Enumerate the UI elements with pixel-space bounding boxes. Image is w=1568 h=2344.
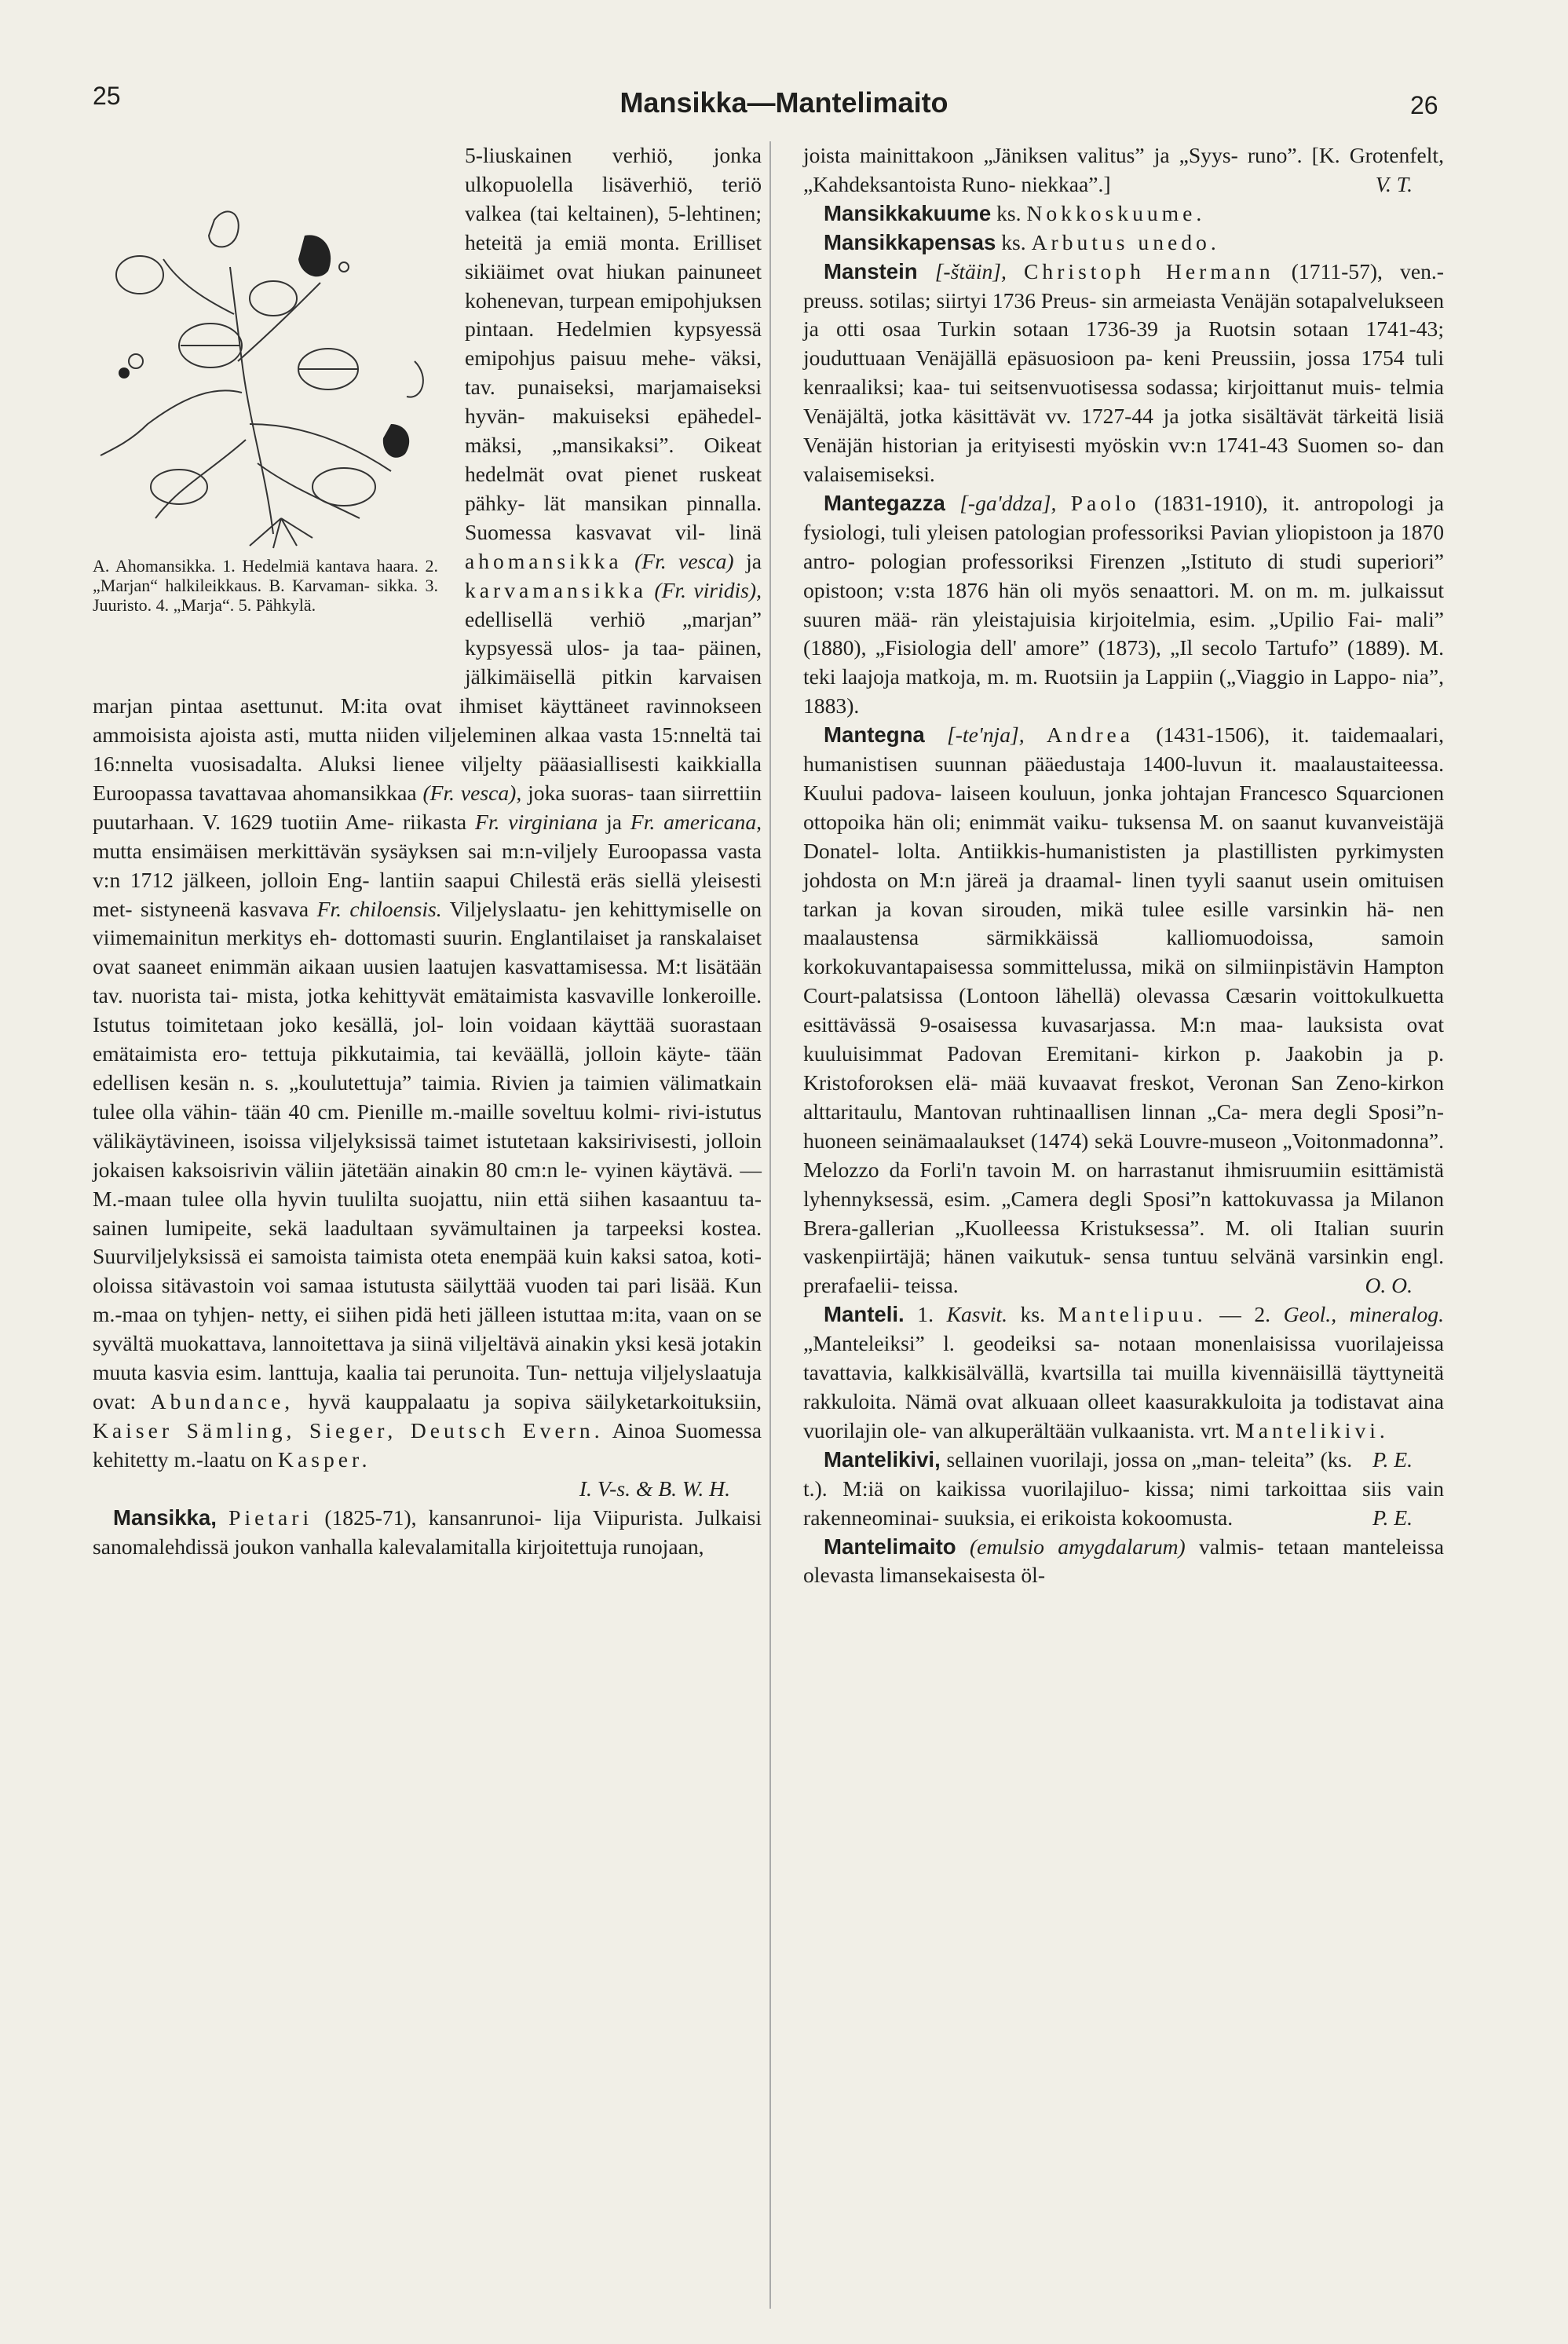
entry-continuation: joista mainittakoon „Jäniksen valitus” ja „Syys- runo”. [K. Grotenfelt, „Kahdeksantoista Runo- niekkaa”.] V. T. bbox=[803, 143, 1444, 196]
entry-mantegna: Mantegna [-te'nja], Andrea (1431-1506), it. taidemaalari, humanistisen suunnan pääedustaja 1400-luvun it. maalaustaiteessa. Kuului padova- laiseen kouluun, jonka johtajan Francesco Squarcionen ottopoika hän oli; enimmät vaiku- tuksensa M. on saanut kuvanveistäjä Donatel- lolta. Antiikkis-humanististen ja plastillisten pyrkimysten johdosta on M:n järeä ja draamal- linen tyyli saanut usein omituisen tarkan ja kovan sirouden, mikä tulee esille varsinkin hä- nen maalaustensa särmikkäissä kalliomuodoissa, samoin korkokuvantapaisessa sommittelussa, mikä on silmiinpistävin Hampton Court-palatsissa (Lontoon lähellä) olevassa Cæsarin voittokulkuetta esittävässä 9-osaisessa kuvasarjassa. M:n maa- lauksista ovat kuuluisimmat Padovan Eremitani- kirkon p. Jaakobin ja p. Kristoforoksen elä- mää kuvaavat freskot, Veronan San Zeno-kirkon alttaritaulu, Mantovan ruhtinaallisen linnan „Ca- mera degli Sposi”n-huoneen seinämaalaukset (1474) sekä Louvre-museon „Voitonmadonna”. Melozzo da Forli'n tavoin M. on harrastanut ihmisruumiin esittämistä lyhennyksessä, esim. „Camera degli Sposi”n kattokuvassa ja Milanon Brera-gallerian „Kuolleessa Kristuksessa”. M. oli Italian suurin vaskenpiirtäjä; hänen vaikutuk- sensa tuntuu selvänä varsinkin engl. prerafaelii- teissa. O. O. bbox=[803, 722, 1444, 1298]
entry-mansikka-pietari: Mansikka, Pietari (1825-71), kansanrunoi- lija Viipurista. Julkaisi sanomalehdissä joukon vanhalla kalevalamitalla kirjoitettuja runojaan, bbox=[93, 1505, 762, 1559]
strawberry-figure bbox=[93, 188, 451, 685]
entry-mantelimaito: Mantelimaito (emulsio amygdalarum) valmis- tetaan manteleissa olevasta limansekaisesta öl- bbox=[803, 1534, 1444, 1588]
entry-mantegazza: Mantegazza [-ga'ddza], Paolo (1831-1910), it. antropologi ja fysiologi, tuli yleisen patologian professoriksi Pavian yliopistoon ja 1870 antro- pologian professoriksi Firenzen „Istituto di studi superiori” opistoon; v:sta 1876 hän oli myös senaattori. M. on m. m. julkaissut suuren mää- rän yleistajuisia kirjoitelmia, esim. „Upilio Fai- mali” (1880), „Fisiologia dell' amore” (1873), „Il secolo Tartufo” (1889). M. teki laajoja matkoja, m. m. Ruotsiin ja Lappiin („Viaggio in Lappo- nia”, 1883). bbox=[803, 490, 1444, 719]
figure-caption: A. Ahomansikka. 1. Hedelmiä kantava haara. 2. „Marjan“ halkileikkaus. B. Karvaman- sikka. 3. Juuristo. 4. „Marja“. 5. Pähkylä. bbox=[93, 556, 438, 615]
entry-mansikkakuume: Mansikkakuume ks. Nokkoskuume. bbox=[824, 200, 1206, 225]
entry-manstein: Manstein [-štäin], Christoph Hermann (1711-57), ven.-preuss. sotilas; siirtyi 1736 Preus- sin armeiasta Venäjän sotapalvelukseen ja otti osaa Turkin sotaan 1736-39 ja Ruotsin sotaan 1741-43; jouduttuaan Venäjällä epäsuosioon pa- keni Preussiin, jossa 1754 tuli kenraaliksi; kaa- tui seitsenvuotisessa sodassa; kirjoittanut muis- telmia Venäjältä, jotka käsittävät vv. 1727-44 ja jotka sisältävät tärkeitä lisiä Venäjän historian ja erityisesti myöskin vv:n 1741-43 Suomen so- dan valaisemiseksi. bbox=[803, 258, 1444, 486]
entry-signature: I. V-s. & B. W. H. bbox=[579, 1476, 730, 1501]
page-number-left: 25 bbox=[93, 82, 121, 110]
entry-mansikkapensas: Mansikkapensas ks. Arbutus unedo. bbox=[824, 229, 1220, 254]
right-column bbox=[803, 141, 1444, 1590]
entry-mantelikivi: Mantelikivi, sellainen vuorilaji, jossa on „man- teleita” (ks. t.). M:iä on kaikissa vuorilajiluo- kissa; nimi tarkoittaa siis vain rakenneominai- suuksia, ei erikoista kokoomusta. P. E. bbox=[803, 1446, 1444, 1530]
running-title: Mansikka—Mantelimaito bbox=[620, 86, 948, 119]
column-divider bbox=[769, 141, 771, 2309]
mansikka-entry-text: 5-liuskainen verhiö, jonka ulkopuolella lisäverhiö, teriö valkea (tai keltainen), 5-lehtinen; heteitä ja emiä monta. Erilliset sikiäimet ovat hiukan painuneet kohenevan, turpean emipohjuksen pintaan. Hedelmien kypsyessä emipohjus paisuu mehe- väksi, tav. punaiseksi, marjamaiseksi hyvän- makuiseksi epähedel- mäksi, „mansikaksi”. Oikeat hedelmät ovat pienet ruskeat pähky- lät mansikan pinnalla. Suomessa kasvavat vil- linä ahomansikka (Fr. vesca) ja karvamansikka (Fr. viridis), edellisellä verhiö „marjan” kypsyessä ulos- ja taa- päinen, jälkimäisellä pitkin karvaisen marjan pintaa asettunut. M:ita ovat ihmiset käyttäneet ravinnokseen ammoisista ajoista asti, mutta niiden viljeleminen alkaa vasta 15:nneltä tai 16:nnelta vuosisadalta. Aluksi lienee viljelty pääasiallisesti kaikkialla Euroopassa tavattavaa ahomansikkaa (Fr. vesca), joka suoras- taan siirrettiin puutarhaan. V. 1629 tuotiin Ame- riikasta Fr. virginiana ja Fr. americana, mutta ensimäisen merkittävän sysäyksen sai m:n-viljely Euroopassa vasta v:n 1712 jälkeen, jolloin Eng- lantiin saapui Chilestä eräs siellä yleisesti met- sistyneenä kasvava Fr. chiloensis. Viljelyslaatu- jen kehittymiselle on viimemainitun merkitys eh- dottomasti suurin. Englantilaiset ja ranskalaiset ovat saaneet enimmän aikaan uusien laatujen kasvattamisessa. M:t lisätään tav. nuorista tai- mista, jotka kehittyvät emätaimista kasvaville lonkeroille. Istutus toimitetaan joko kesällä, jol- loin voidaan käyttää suorastaan emätaimista ero- tettuja pikkutaimia, tai keväällä, jolloin käyte- tään edellisen kesän n. s. „koulutettuja” taimia. Rivien ja taimien välimatkain tulee olla vähin- tään 40 cm. Pienille m.-maille soveltuu kolmi- rivi-istutus välikäytävineen, isoissa viljelyksissä taimet istutetaan kaksirivisesti, jolloin jokaisen kaksoisrivin väliin jätetään ainakin 80 cm:n le- vyinen käytävä. — M.-maan tulee olla hyvin tuulilta suojattu, niin että siihen kasaantuu ta- sainen lumipeite, sekä laadultaan syvämultainen ja tarpeeksi kostea. Suurviljelyksissä ei samoista taimista oteta enempää kuin kaksi satoa, koti- oloissa sitävastoin voi samaa istutusta säilyttää vuoden tai pari lisää. Kun m.-maa on tyhjen- netty, ei siihen pidä heti jälleen istuttaa m:ita, vaan on se syvältä muokattava, lannoitettava ja siinä viljeltävä ainakin yksi kesä jotakin muuta kasvia esim. lanttuja, kaalia tai perunoita. Tun- nettuja viljelyslaatuja ovat: Abundance, hyvä kauppalaatu ja sopiva säilyketarkoituksiin, Kaiser Sämling, Sieger, Deutsch Evern. Ainoa Suomessa kehitetty m.-laatu on Kasper. bbox=[93, 143, 762, 1472]
entry-manteli: Manteli. 1. Kasvit. ks. Mantelipuu. — 2. Geol., mineralog. „Manteleiksi” l. geodeiksi sa- notaan monenlaisissa vuorilajeissa tavattavia, kalkkisälvällä, kvartsilla tai muilla kivennäisillä täyttyneitä rakkuloita. Nämä ovat alkuaan olleet kaasurakkuloita ja todistavat aina vuorilajin ole- van alkuperältään vulkaanista. vrt. Mantelikivi. P. E. bbox=[803, 1302, 1444, 1472]
strawberry-plant-icon bbox=[93, 188, 451, 550]
page-header bbox=[0, 82, 1568, 126]
left-column bbox=[93, 141, 762, 1561]
page-number-right: 26 bbox=[1410, 91, 1438, 119]
